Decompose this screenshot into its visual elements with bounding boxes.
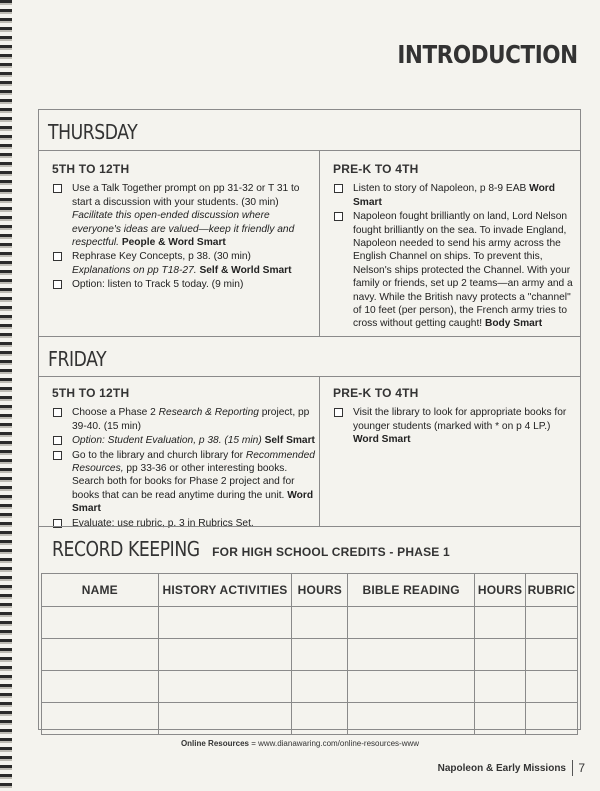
task-item: Option: listen to Track 5 today. (9 min): [52, 278, 315, 291]
footer-divider: [572, 760, 573, 776]
task-item: Evaluate: use rubric, p. 3 in Rubrics Set.: [52, 517, 315, 530]
table-cell[interactable]: [475, 639, 526, 671]
checkbox[interactable]: [53, 408, 62, 417]
friday-younger-title: PRE-K TO 4TH: [333, 386, 419, 400]
table-cell[interactable]: [348, 639, 475, 671]
thursday-header: [39, 110, 580, 151]
table-row: [42, 607, 578, 639]
table-cell[interactable]: [475, 703, 526, 735]
table-cell[interactable]: [526, 639, 578, 671]
table-cell[interactable]: [158, 671, 292, 703]
table-cell[interactable]: [348, 703, 475, 735]
table-row: [42, 703, 578, 735]
column-header-history-activities: HISTORY ACTIVITIES: [158, 574, 292, 607]
spiral-binding: [0, 0, 12, 791]
friday-header: [39, 336, 580, 377]
task-item: Option: Student Evaluation, p 38. (15 min) Self Smart: [52, 434, 315, 447]
table-cell[interactable]: [348, 607, 475, 639]
task-item: Use a Talk Together prompt on pp 31-32 or T 31 to start a discussion with your students. (30 min) Facilitate this open-ended discussion where everyone's ideas are valued—keep it friendly and respectful. People & Word Smart: [52, 182, 315, 249]
online-resources-label: Online Resources: [180, 739, 249, 748]
task-item: Rephrase Key Concepts, p 38. (30 min) Explanations on pp T18-27. Self & World Smart: [52, 250, 315, 277]
thursday-younger-title: PRE-K TO 4TH: [333, 162, 419, 176]
thursday-younger-column: [333, 163, 573, 332]
task-item: Visit the library to look for appropriate books for younger students (marked with * on p 4 LP.) Word Smart: [333, 406, 573, 446]
table-cell[interactable]: [475, 607, 526, 639]
page-title: INTRODUCTION: [397, 40, 578, 69]
table-cell[interactable]: [292, 671, 348, 703]
thursday-title: THURSDAY: [48, 120, 138, 144]
checkbox[interactable]: [334, 408, 343, 417]
table-cell[interactable]: [158, 639, 292, 671]
checkbox[interactable]: [53, 252, 62, 261]
online-resources-url[interactable]: = www.dianawaring.com/online-resources-www: [248, 739, 420, 748]
table-row: [42, 639, 578, 671]
friday-older-column: [52, 387, 315, 531]
schedule-frame: [38, 109, 581, 730]
task-item: Choose a Phase 2 Research & Reporting project, pp 39-40. (15 min): [52, 406, 315, 433]
column-divider: [319, 377, 320, 526]
table-cell[interactable]: [526, 607, 578, 639]
task-item: Listen to story of Napoleon, p 8-9 EAB Word Smart: [333, 182, 573, 209]
record-keeping-heading: [52, 537, 450, 561]
checkbox[interactable]: [53, 184, 62, 193]
table-cell[interactable]: [42, 607, 159, 639]
thursday-older-title: 5TH TO 12TH: [52, 162, 130, 176]
column-header-hours: HOURS: [292, 574, 348, 607]
table-cell[interactable]: [475, 671, 526, 703]
book-title: Napoleon & Early Missions: [437, 763, 566, 774]
table-cell[interactable]: [526, 703, 578, 735]
record-keeping-subtitle: FOR HIGH SCHOOL CREDITS - PHASE 1: [212, 545, 450, 559]
task-item: Napoleon fought brilliantly on land, Lord Nelson fought brilliantly on the sea. To invade England, Napoleon needed to send his army across the English Channel on ships. To prevent this, Nelson's ships protected the Channel. With your family or friends, set up 2 teams—an army and a navy. While the British navy protects a "channel" of 10 feet (per person), the French army tries to cross without getting caught! Body Smart: [333, 210, 573, 331]
table-cell[interactable]: [292, 639, 348, 671]
record-keeping-table: [41, 573, 578, 735]
checkbox[interactable]: [53, 451, 62, 460]
thursday-older-column: [52, 163, 315, 293]
table-cell[interactable]: [526, 671, 578, 703]
checkbox[interactable]: [53, 280, 62, 289]
checkbox[interactable]: [53, 436, 62, 445]
column-header-rubric: RUBRIC: [526, 574, 578, 607]
column-header-name: NAME: [42, 574, 159, 607]
friday-older-title: 5TH TO 12TH: [52, 386, 130, 400]
table-cell[interactable]: [158, 703, 292, 735]
record-keeping-title: RECORD KEEPING: [52, 537, 200, 561]
table-cell[interactable]: [348, 671, 475, 703]
checkbox[interactable]: [334, 212, 343, 221]
column-divider: [319, 151, 320, 336]
page-number: 7: [578, 761, 585, 775]
table-cell[interactable]: [42, 703, 159, 735]
table-cell[interactable]: [292, 607, 348, 639]
record-keeping-section: [39, 526, 580, 729]
column-header-bible-reading: BIBLE READING: [348, 574, 475, 607]
online-resources-note: [0, 739, 600, 748]
table-header-row: [42, 574, 578, 607]
table-row: [42, 671, 578, 703]
task-item: Go to the library and church library for Recommended Resources, pp 33-36 or other interesting books. Search both for books for Phase 2 project and for books that can be read anytime during the unit. Word Smart: [52, 449, 315, 516]
column-header-hours: HOURS: [475, 574, 526, 607]
table-cell[interactable]: [42, 639, 159, 671]
checkbox[interactable]: [334, 184, 343, 193]
friday-title: FRIDAY: [48, 347, 107, 371]
friday-younger-column: [333, 387, 573, 448]
table-cell[interactable]: [292, 703, 348, 735]
table-cell[interactable]: [158, 607, 292, 639]
table-cell[interactable]: [42, 671, 159, 703]
